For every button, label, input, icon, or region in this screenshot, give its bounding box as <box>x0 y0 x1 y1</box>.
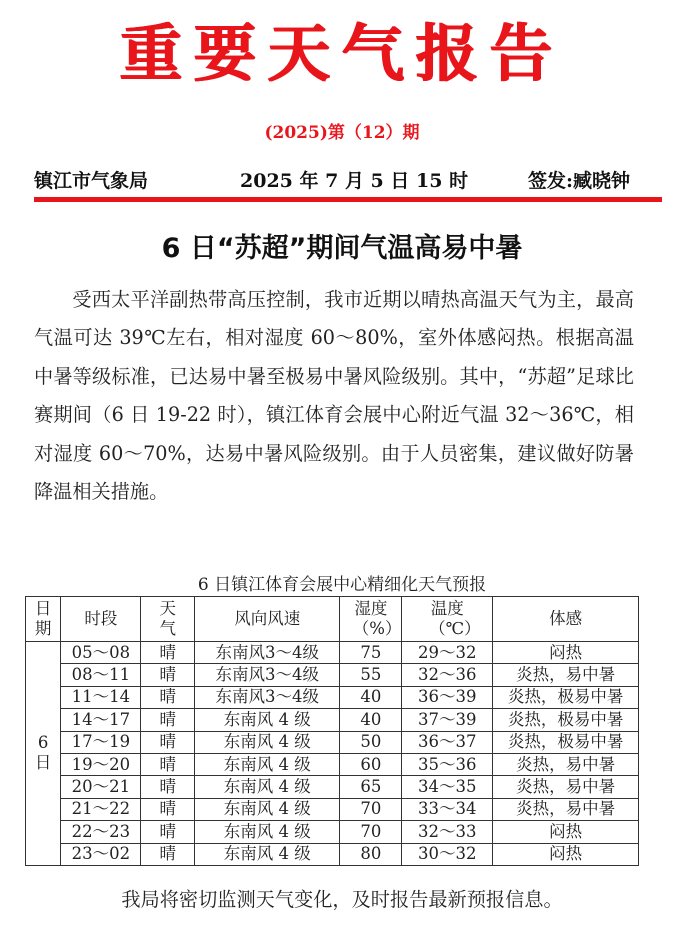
cell-temp: 32～36 <box>402 664 493 686</box>
header-wind: 风向风速 <box>195 597 340 642</box>
cell-temp: 37～39 <box>402 709 493 731</box>
body-paragraph: 受西太平洋副热带高压控制，我市近期以晴热高温天气为主，最高气温可达 39℃左右，相对湿度 60～80%，室外体感闷热。根据高温中暑等级标准，已达易中暑至极易中暑风险级别。其中，“苏超”足球比赛期间（6 日 19-22 时），镇江体育会展中心附近气温 32～36℃，相对湿度 60～70%，达易中暑风险级别。由于人员密集，建议做好防暑降温相关措施。 <box>34 288 634 504</box>
cell-temp: 33～34 <box>402 798 493 820</box>
cell-slot: 21～22 <box>61 798 141 820</box>
header-sky: 天气 <box>141 597 195 642</box>
cell-sky: 晴 <box>141 843 195 865</box>
issue-date: 2025 年 7 月 5 日 15 时 <box>240 170 469 192</box>
cell-temp: 35～36 <box>402 753 493 775</box>
cell-feel: 炎热，易中暑 <box>493 776 639 798</box>
footer-note: 我局将密切监测天气变化，及时报告最新预报信息。 <box>121 888 563 911</box>
header-slot: 时段 <box>61 597 141 642</box>
cell-wind: 东南风 4 级 <box>195 731 340 753</box>
cell-temp: 36～37 <box>402 731 493 753</box>
header-temp: 温度（℃） <box>402 597 493 642</box>
cell-humidity: 55 <box>340 664 402 686</box>
cell-feel: 闷热 <box>493 642 639 664</box>
cell-feel: 炎热，易中暑 <box>493 753 639 775</box>
cell-slot: 22～23 <box>61 821 141 843</box>
cell-sky: 晴 <box>141 686 195 708</box>
forecast-table <box>25 596 639 866</box>
cell-wind: 东南风 4 级 <box>195 821 340 843</box>
cell-feel: 炎热，极易中暑 <box>493 731 639 753</box>
cell-sky: 晴 <box>141 821 195 843</box>
table-row <box>26 642 639 664</box>
header-divider <box>34 197 662 202</box>
table-row <box>26 686 639 708</box>
cell-slot: 08～11 <box>61 664 141 686</box>
table-row <box>26 753 639 775</box>
issue-number: (2025)第（12）期 <box>264 123 420 143</box>
issuing-bureau: 镇江市气象局 <box>34 170 149 192</box>
cell-slot: 17～19 <box>61 731 141 753</box>
header-day: 日期 <box>26 597 61 642</box>
headline: 6 日“苏超”期间气温高易中暑 <box>161 233 523 264</box>
header-humidity: 湿度（%） <box>340 597 402 642</box>
table-row <box>26 798 639 820</box>
cell-temp: 32～33 <box>402 821 493 843</box>
cell-wind: 东南风 4 级 <box>195 798 340 820</box>
cell-temp: 30～32 <box>402 843 493 865</box>
forecast-body <box>26 642 639 866</box>
cell-humidity: 70 <box>340 821 402 843</box>
cell-wind: 东南风3～4级 <box>195 642 340 664</box>
table-row <box>26 731 639 753</box>
cell-feel: 闷热 <box>493 843 639 865</box>
cell-sky: 晴 <box>141 664 195 686</box>
cell-wind: 东南风 4 级 <box>195 709 340 731</box>
cell-feel: 闷热 <box>493 821 639 843</box>
cell-feel: 炎热，极易中暑 <box>493 709 639 731</box>
cell-day: 6日 <box>26 642 61 866</box>
cell-humidity: 65 <box>340 776 402 798</box>
table-row <box>26 776 639 798</box>
cell-slot: 20～21 <box>61 776 141 798</box>
table-row <box>26 821 639 843</box>
cell-sky: 晴 <box>141 798 195 820</box>
report-masthead: 重要天气报告 <box>119 17 564 90</box>
cell-slot: 23～02 <box>61 843 141 865</box>
cell-humidity: 40 <box>340 709 402 731</box>
cell-humidity: 75 <box>340 642 402 664</box>
cell-humidity: 50 <box>340 731 402 753</box>
header-feel: 体感 <box>493 597 639 642</box>
cell-wind: 东南风3～4级 <box>195 686 340 708</box>
cell-wind: 东南风 4 级 <box>195 776 340 798</box>
cell-humidity: 70 <box>340 798 402 820</box>
table-row <box>26 664 639 686</box>
cell-slot: 05～08 <box>61 642 141 664</box>
cell-feel: 炎热，易中暑 <box>493 664 639 686</box>
cell-wind: 东南风 4 级 <box>195 843 340 865</box>
table-caption: 6 日镇江体育会展中心精细化天气预报 <box>197 575 487 595</box>
cell-humidity: 40 <box>340 686 402 708</box>
signer: 签发:臧晓钟 <box>528 170 631 192</box>
cell-wind: 东南风 4 级 <box>195 753 340 775</box>
cell-sky: 晴 <box>141 753 195 775</box>
cell-sky: 晴 <box>141 776 195 798</box>
cell-slot: 11～14 <box>61 686 141 708</box>
cell-temp: 29～32 <box>402 642 493 664</box>
cell-sky: 晴 <box>141 709 195 731</box>
cell-sky: 晴 <box>141 642 195 664</box>
cell-humidity: 60 <box>340 753 402 775</box>
table-row <box>26 843 639 865</box>
cell-slot: 14～17 <box>61 709 141 731</box>
table-header-row <box>26 597 639 642</box>
cell-wind: 东南风3～4级 <box>195 664 340 686</box>
cell-temp: 36～39 <box>402 686 493 708</box>
cell-sky: 晴 <box>141 731 195 753</box>
cell-slot: 19～20 <box>61 753 141 775</box>
cell-humidity: 80 <box>340 843 402 865</box>
table-row <box>26 709 639 731</box>
cell-feel: 炎热，极易中暑 <box>493 686 639 708</box>
cell-temp: 34～35 <box>402 776 493 798</box>
cell-feel: 炎热，易中暑 <box>493 798 639 820</box>
